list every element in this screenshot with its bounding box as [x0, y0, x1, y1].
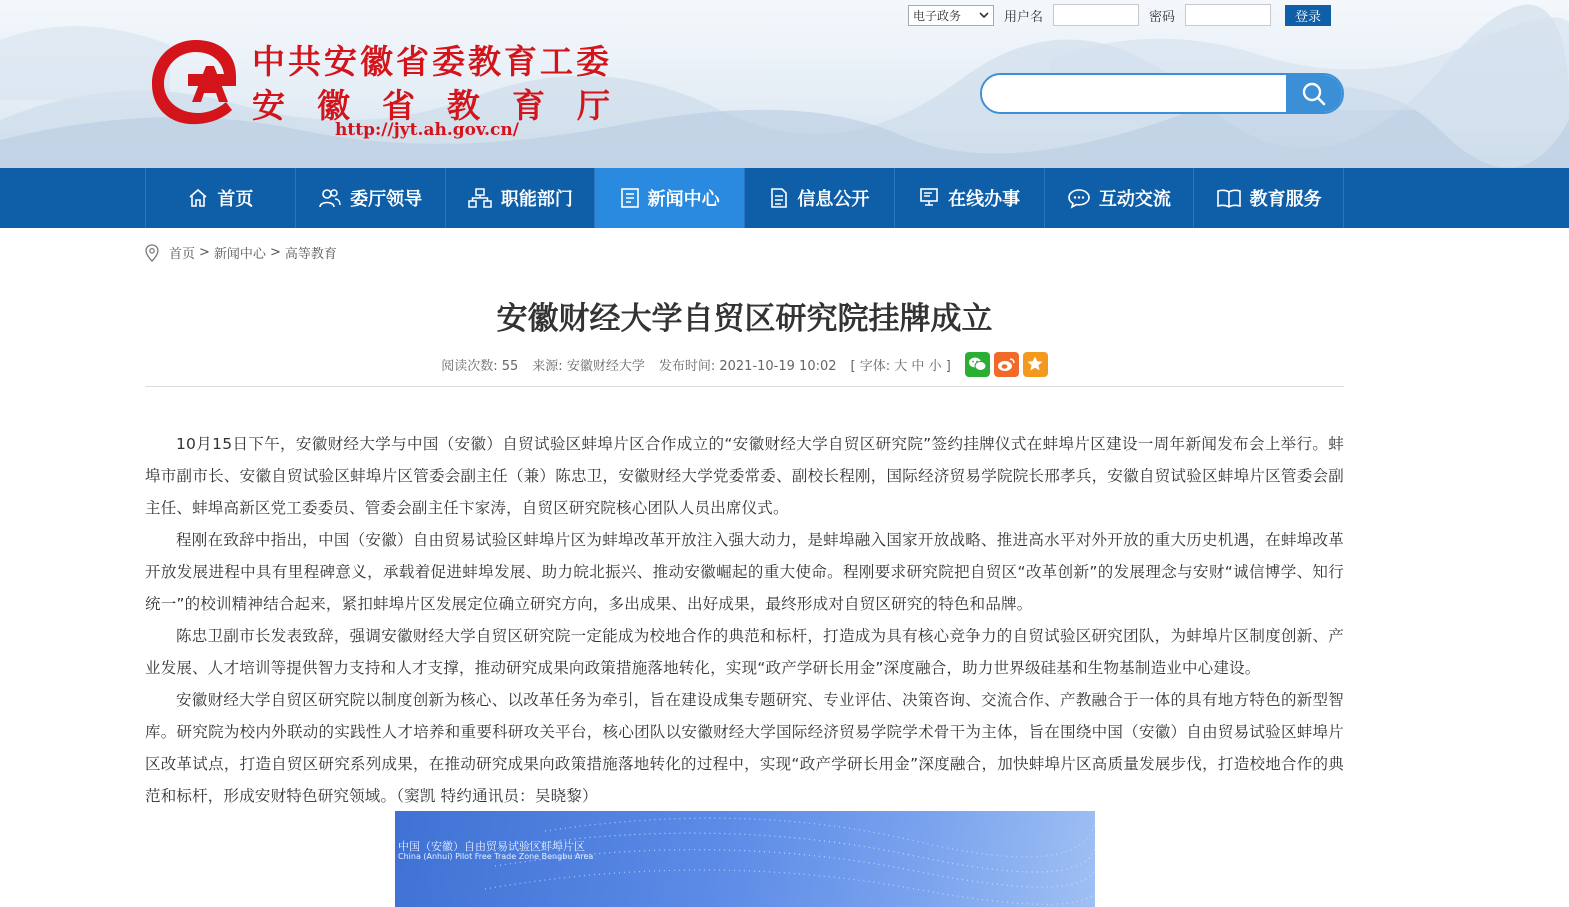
news-icon	[620, 187, 640, 209]
password-input[interactable]	[1185, 4, 1271, 26]
logo-title-line1: 中共安徽省委教育工委	[252, 42, 612, 81]
nav-item-news[interactable]	[595, 168, 745, 228]
article-paragraph: 程刚在致辞中指出，中国（安徽）自由贸易试验区蚌埠片区为蚌埠改革开放注入强大动力，是蚌埠融入国家开放战略、推进高水平对外开放的重大历史机遇，在蚌埠改革开放发展进程中具有里程碑意义，承载着促进蚌埠发展、助力皖北振兴、推动安徽崛起的重大使命。程刚要求研究院把自贸区“改革创新”的发展理念与安财“诚信博学、知行统一”的校训精神结合起来，紧扣蚌埠片区发展定位确立研究方向，多出成果、出好成果，最终形成对自贸区研究的特色和品牌。	[145, 531, 1344, 613]
nav-item-online-service[interactable]	[895, 168, 1045, 228]
book-icon	[1216, 187, 1242, 209]
views-label: 阅读次数:	[441, 358, 498, 374]
article-paragraph: 10月15日下午，安徽财经大学与中国（安徽）自贸试验区蚌埠片区合作成立的“安徽财经大学自贸区研究院”签约挂牌仪式在蚌埠片区建设一周年新闻发布会上举行。蚌埠市副市长、安徽自贸试验区蚌埠片区管委会副主任（兼）陈忠卫，安徽财经大学党委常委、副校长程刚，国际经济贸易学院院长邢孝兵，安徽自贸试验区蚌埠片区管委会副主任、蚌埠高新区党工委委员、管委会副主任卞家涛，自贸区研究院核心团队人员出席仪式。	[145, 435, 1344, 517]
document-icon	[769, 187, 789, 209]
date-label: 发布时间:	[658, 358, 716, 374]
source-label: 来源:	[532, 358, 563, 374]
font-size-label: [ 字体:	[850, 358, 891, 374]
search-box	[980, 73, 1344, 114]
breadcrumb-separator: >	[199, 245, 210, 260]
nav-item-departments[interactable]	[446, 168, 596, 228]
system-select-value: 电子政务	[913, 8, 962, 23]
username-input[interactable]	[1053, 4, 1139, 26]
breadcrumb	[145, 243, 337, 262]
nav-item-interaction[interactable]	[1045, 168, 1195, 228]
share-favorite-button[interactable]	[1023, 352, 1048, 377]
article-title: 安徽财经大学自贸区研究院挂牌成立	[496, 301, 993, 337]
password-label: 密码	[1149, 9, 1176, 25]
favorite-icon	[1026, 355, 1044, 373]
image-caption-en: China (Anhui) Pilot Free Trade Zone Bengbu Area	[398, 852, 594, 861]
views-count: 55	[501, 358, 519, 374]
main-nav	[0, 168, 1569, 228]
article-image	[395, 811, 1095, 907]
article-meta	[145, 351, 1344, 377]
title-divider	[145, 386, 1344, 387]
login-bar	[908, 4, 1331, 26]
weibo-icon	[997, 356, 1016, 372]
views-info	[441, 355, 518, 374]
search-input[interactable]	[982, 75, 1286, 112]
article-paragraph: 安徽财经大学自贸区研究院以制度创新为核心、以改革任务为牵引，旨在建设成集专题研究、专业评估、决策咨询、交流合作、产教融合于一体的具有地方特色的新型智库。研究院为校内外联动的实践性人才培养和重要科研攻关平台，核心团队以安徽财经大学国际经济贸易学院学术骨干为主体，旨在围绕中国（安徽）自由贸易试验区蚌埠片区改革试点，打造自贸区研究系列成果，在推动研究成果向政策措施落地转化的过程中，实现“政产学研长用金”深度融合，加快蚌埠片区高质量发展步伐，打造校地合作的典范和标杆，形成安财特色研究领域。（窦凯 特约通讯员：吴晓黎）	[145, 691, 1344, 805]
share-wechat-button[interactable]	[965, 352, 990, 377]
date-value: 2021-10-19 10:02	[719, 358, 837, 374]
search-button[interactable]	[1286, 75, 1342, 112]
chat-icon	[1067, 187, 1091, 209]
wechat-icon	[968, 356, 987, 372]
computer-icon	[918, 187, 940, 209]
e-logo-icon	[148, 36, 244, 128]
system-select[interactable]	[908, 5, 994, 26]
breadcrumb-higher-education-link[interactable]: 高等教育	[284, 247, 337, 262]
nav-item-label: 互动交流	[1098, 189, 1171, 210]
font-size-medium[interactable]: 中	[911, 358, 925, 374]
nav-item-label: 在线办事	[948, 189, 1021, 210]
share-weibo-button[interactable]	[994, 352, 1019, 377]
article-paragraph: 陈忠卫副市长发表致辞，强调安徽财经大学自贸区研究院一定能成为校地合作的典范和标杆，打造成为具有核心竞争力的自贸试验区研究团队，为蚌埠片区制度创新、产业发展、人才培训等提供智力支持和人才支撑，推动研究成果向政策措施落地转化，实现“政产学研长用金”深度融合，助力世界级硅基和生物基制造业中心建设。	[145, 627, 1344, 677]
logo-url: http://jyt.ah.gov.cn/	[335, 120, 519, 140]
chevron-down-icon	[979, 12, 989, 18]
font-size-switcher	[851, 355, 951, 374]
nav-item-education-service[interactable]	[1194, 168, 1344, 228]
font-size-close: ]	[945, 358, 951, 374]
nav-item-label: 首页	[217, 189, 254, 210]
font-size-small[interactable]: 小	[928, 358, 942, 374]
location-pin-icon	[145, 244, 159, 262]
date-info	[659, 355, 837, 374]
breadcrumb-home-link[interactable]: 首页	[169, 247, 196, 262]
logo-title-line2: 安徽省教育厅	[252, 86, 642, 125]
source-info	[532, 355, 645, 374]
nav-item-label: 委厅领导	[350, 189, 423, 210]
username-label: 用户名	[1004, 9, 1044, 25]
nav-item-info-disclosure[interactable]	[745, 168, 895, 228]
font-size-large[interactable]: 大	[894, 358, 908, 374]
article-body	[145, 428, 1344, 812]
search-icon	[1301, 81, 1327, 107]
home-icon	[187, 187, 209, 209]
breadcrumb-separator: >	[269, 245, 281, 260]
share-buttons	[965, 352, 1048, 377]
site-header	[0, 0, 1569, 168]
nav-item-home[interactable]	[146, 168, 296, 228]
breadcrumb-news-link[interactable]: 新闻中心	[213, 247, 266, 262]
image-caption-cn: 中国（安徽）自由贸易试验区蚌埠片区	[398, 840, 585, 853]
source-value: 安徽财经大学	[566, 358, 645, 374]
nav-item-label: 新闻中心	[647, 189, 720, 210]
nav-item-label: 信息公开	[797, 189, 870, 210]
nav-item-leaders[interactable]	[296, 168, 446, 228]
login-button[interactable]: 登录	[1285, 5, 1331, 26]
nav-item-label: 职能部门	[500, 189, 573, 210]
people-icon	[318, 187, 342, 209]
org-chart-icon	[467, 187, 493, 209]
nav-item-label: 教育服务	[1249, 189, 1322, 210]
